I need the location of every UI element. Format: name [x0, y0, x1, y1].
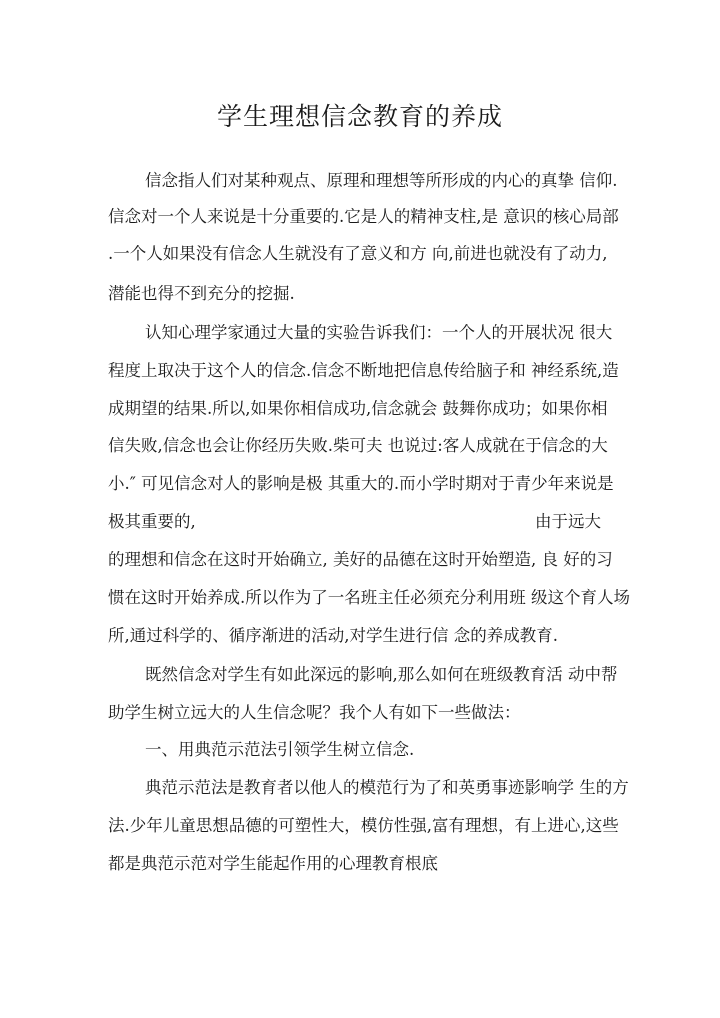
paragraph-line: 潜能也得不到充分的挖掘. [108, 284, 295, 303]
paragraph-line: 既然信念对学生有如此深远的影响,那么如何在班级教育活 动中帮 [145, 665, 618, 684]
paragraph-line: 极其重要的, [108, 512, 196, 531]
paragraph-line: 小.″ 可见信念对人的影响是极 其重大的.而小学时期对于青少年来说是 [108, 474, 614, 493]
paragraph-line: 认知心理学家通过大量的实验告诉我们：一个人的开展状况 很大 [145, 323, 613, 342]
paragraph-line: .一个人如果没有信念人生就没有了意义和方 向,前进也就没有了动力, [108, 244, 608, 263]
paragraph-line: 所,通过科学的、循序渐进的活动,对学生进行信 念的养成教育. [108, 626, 558, 645]
paragraph-line: 由于远大 [535, 512, 601, 531]
paragraph-line: 成期望的结果.所以,如果你相信成功,信念就会 鼓舞你成功；如果你相 [108, 399, 608, 418]
paragraph-line: 典范示范法是教育者以他人的模范行为了和英勇事迹影响学 生的方 [145, 778, 629, 797]
section-heading: 一、用典范示范法引领学生树立信念. [145, 740, 415, 759]
paragraph-line: 法.少年儿童思想品德的可塑性大，模仿性强,富有理想，有上进心,这些 [108, 816, 619, 835]
document-title: 学生理想信念教育的养成 [216, 102, 503, 131]
paragraph-line: 的理想和信念在这时开始确立, 美好的品德在这时开始塑造, 良 好的习 [108, 550, 613, 569]
paragraph-line: 都是典范示范对学生能起作用的心理教育根底 [108, 854, 438, 873]
paragraph-line: 信念指人们对某种观点、原理和理想等所形成的内心的真挚 信仰. [145, 171, 618, 190]
paragraph-line: 信念对一个人来说是十分重要的.它是人的精神支柱,是 意识的核心局部 [108, 207, 619, 226]
paragraph-line: 信失败,信念也会让你经历失败.柴可夫 也说过:客人成就在于信念的大 [108, 436, 608, 455]
paragraph-line: 助学生树立远大的人生信念呢？我个人有如下一些做法： [108, 703, 521, 722]
paragraph-line: 惯在这时开始养成.所以作为了一名班主任必须充分利用班 级这个育人场 [108, 588, 630, 607]
paragraph-line: 程度上取决于这个人的信念.信念不断地把信息传给脑子和 神经系统,造 [108, 361, 619, 380]
